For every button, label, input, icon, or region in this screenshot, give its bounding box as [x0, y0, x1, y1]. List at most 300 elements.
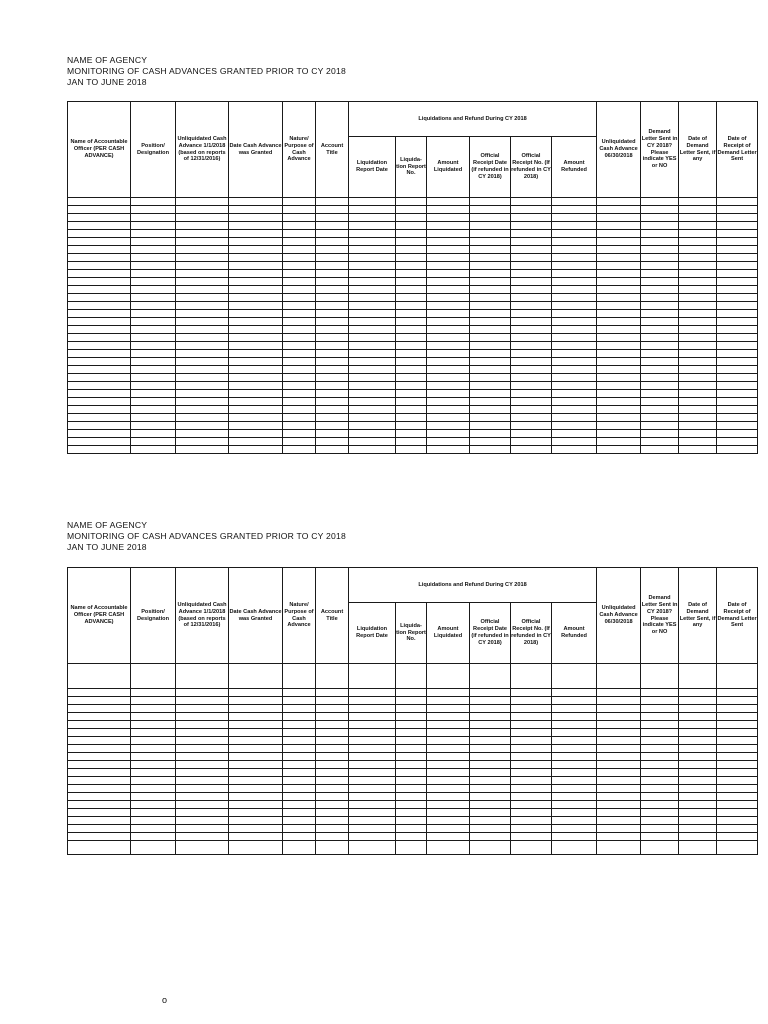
- table-cell[interactable]: [470, 777, 511, 785]
- table-cell[interactable]: [470, 278, 511, 286]
- table-cell[interactable]: [641, 841, 679, 855]
- table-cell[interactable]: [552, 350, 597, 358]
- table-cell[interactable]: [717, 833, 758, 841]
- table-cell[interactable]: [641, 689, 679, 697]
- table-cell[interactable]: [68, 422, 131, 430]
- table-cell[interactable]: [427, 745, 470, 753]
- table-cell[interactable]: [641, 366, 679, 374]
- table-cell[interactable]: [427, 366, 470, 374]
- table-cell[interactable]: [349, 430, 396, 438]
- table-cell[interactable]: [552, 697, 597, 705]
- table-cell[interactable]: [316, 793, 349, 801]
- table-cell[interactable]: [597, 294, 641, 302]
- table-cell[interactable]: [427, 326, 470, 334]
- table-cell[interactable]: [316, 745, 349, 753]
- table-cell[interactable]: [552, 382, 597, 390]
- table-cell[interactable]: [717, 769, 758, 777]
- table-cell[interactable]: [396, 334, 427, 342]
- table-cell[interactable]: [641, 374, 679, 382]
- table-cell[interactable]: [68, 214, 131, 222]
- table-cell[interactable]: [283, 793, 316, 801]
- table-cell[interactable]: [717, 745, 758, 753]
- table-cell[interactable]: [597, 366, 641, 374]
- table-cell[interactable]: [679, 833, 717, 841]
- table-cell[interactable]: [131, 825, 176, 833]
- table-cell[interactable]: [427, 721, 470, 729]
- table-cell[interactable]: [316, 817, 349, 825]
- table-cell[interactable]: [283, 206, 316, 214]
- table-cell[interactable]: [597, 438, 641, 446]
- table-cell[interactable]: [717, 664, 758, 689]
- table-cell[interactable]: [349, 777, 396, 785]
- table-cell[interactable]: [679, 254, 717, 262]
- table-cell[interactable]: [717, 230, 758, 238]
- table-cell[interactable]: [316, 438, 349, 446]
- table-cell[interactable]: [717, 214, 758, 222]
- table-cell[interactable]: [68, 697, 131, 705]
- table-cell[interactable]: [396, 414, 427, 422]
- table-cell[interactable]: [679, 222, 717, 230]
- table-cell[interactable]: [349, 222, 396, 230]
- table-cell[interactable]: [68, 745, 131, 753]
- table-cell[interactable]: [470, 825, 511, 833]
- table-cell[interactable]: [427, 374, 470, 382]
- table-cell[interactable]: [511, 230, 552, 238]
- table-cell[interactable]: [316, 406, 349, 414]
- table-cell[interactable]: [511, 214, 552, 222]
- table-cell[interactable]: [427, 438, 470, 446]
- table-cell[interactable]: [176, 713, 229, 721]
- table-cell[interactable]: [597, 318, 641, 326]
- table-cell[interactable]: [131, 262, 176, 270]
- table-cell[interactable]: [470, 238, 511, 246]
- table-cell[interactable]: [176, 350, 229, 358]
- table-cell[interactable]: [552, 366, 597, 374]
- table-cell[interactable]: [679, 206, 717, 214]
- table-cell[interactable]: [283, 713, 316, 721]
- table-cell[interactable]: [283, 406, 316, 414]
- table-cell[interactable]: [68, 785, 131, 793]
- table-cell[interactable]: [283, 366, 316, 374]
- table-cell[interactable]: [511, 374, 552, 382]
- table-cell[interactable]: [396, 697, 427, 705]
- table-cell[interactable]: [641, 438, 679, 446]
- table-cell[interactable]: [349, 729, 396, 737]
- table-cell[interactable]: [641, 326, 679, 334]
- table-cell[interactable]: [176, 366, 229, 374]
- table-cell[interactable]: [427, 422, 470, 430]
- table-cell[interactable]: [396, 809, 427, 817]
- table-cell[interactable]: [641, 721, 679, 729]
- table-cell[interactable]: [349, 398, 396, 406]
- table-cell[interactable]: [283, 422, 316, 430]
- table-cell[interactable]: [229, 206, 283, 214]
- table-cell[interactable]: [641, 270, 679, 278]
- table-cell[interactable]: [131, 713, 176, 721]
- table-cell[interactable]: [131, 366, 176, 374]
- table-cell[interactable]: [349, 382, 396, 390]
- table-cell[interactable]: [396, 366, 427, 374]
- table-cell[interactable]: [511, 270, 552, 278]
- table-cell[interactable]: [470, 382, 511, 390]
- table-cell[interactable]: [349, 318, 396, 326]
- table-cell[interactable]: [283, 664, 316, 689]
- table-cell[interactable]: [396, 430, 427, 438]
- table-cell[interactable]: [717, 374, 758, 382]
- table-cell[interactable]: [349, 294, 396, 302]
- table-cell[interactable]: [470, 769, 511, 777]
- table-cell[interactable]: [717, 737, 758, 745]
- table-cell[interactable]: [68, 198, 131, 206]
- table-cell[interactable]: [641, 777, 679, 785]
- table-cell[interactable]: [396, 737, 427, 745]
- table-cell[interactable]: [68, 833, 131, 841]
- table-cell[interactable]: [131, 206, 176, 214]
- table-cell[interactable]: [176, 390, 229, 398]
- table-cell[interactable]: [283, 398, 316, 406]
- table-cell[interactable]: [229, 769, 283, 777]
- table-cell[interactable]: [597, 310, 641, 318]
- table-cell[interactable]: [131, 697, 176, 705]
- table-cell[interactable]: [131, 198, 176, 206]
- table-cell[interactable]: [470, 398, 511, 406]
- table-cell[interactable]: [641, 334, 679, 342]
- table-cell[interactable]: [131, 222, 176, 230]
- table-cell[interactable]: [679, 801, 717, 809]
- table-cell[interactable]: [349, 697, 396, 705]
- table-cell[interactable]: [229, 664, 283, 689]
- table-cell[interactable]: [131, 777, 176, 785]
- table-cell[interactable]: [552, 206, 597, 214]
- table-cell[interactable]: [427, 262, 470, 270]
- table-cell[interactable]: [552, 689, 597, 697]
- table-cell[interactable]: [396, 374, 427, 382]
- table-cell[interactable]: [176, 398, 229, 406]
- table-cell[interactable]: [396, 705, 427, 713]
- table-cell[interactable]: [717, 262, 758, 270]
- table-cell[interactable]: [316, 705, 349, 713]
- table-cell[interactable]: [717, 697, 758, 705]
- table-cell[interactable]: [470, 406, 511, 414]
- table-cell[interactable]: [552, 214, 597, 222]
- table-cell[interactable]: [597, 278, 641, 286]
- table-cell[interactable]: [396, 254, 427, 262]
- table-cell[interactable]: [68, 366, 131, 374]
- table-cell[interactable]: [470, 286, 511, 294]
- table-cell[interactable]: [552, 785, 597, 793]
- table-cell[interactable]: [427, 230, 470, 238]
- table-cell[interactable]: [316, 214, 349, 222]
- table-cell[interactable]: [229, 390, 283, 398]
- table-cell[interactable]: [316, 414, 349, 422]
- table-cell[interactable]: [68, 270, 131, 278]
- table-cell[interactable]: [552, 310, 597, 318]
- table-cell[interactable]: [176, 446, 229, 454]
- table-cell[interactable]: [131, 438, 176, 446]
- table-cell[interactable]: [470, 745, 511, 753]
- table-cell[interactable]: [641, 793, 679, 801]
- table-cell[interactable]: [349, 334, 396, 342]
- table-cell[interactable]: [349, 414, 396, 422]
- table-cell[interactable]: [511, 238, 552, 246]
- table-cell[interactable]: [229, 705, 283, 713]
- table-cell[interactable]: [68, 809, 131, 817]
- table-cell[interactable]: [470, 664, 511, 689]
- table-cell[interactable]: [641, 222, 679, 230]
- table-cell[interactable]: [349, 198, 396, 206]
- table-cell[interactable]: [176, 342, 229, 350]
- table-cell[interactable]: [552, 769, 597, 777]
- table-cell[interactable]: [176, 438, 229, 446]
- table-cell[interactable]: [552, 374, 597, 382]
- table-cell[interactable]: [349, 270, 396, 278]
- table-cell[interactable]: [427, 809, 470, 817]
- table-cell[interactable]: [511, 745, 552, 753]
- table-cell[interactable]: [427, 801, 470, 809]
- table-cell[interactable]: [470, 801, 511, 809]
- table-cell[interactable]: [597, 761, 641, 769]
- table-cell[interactable]: [316, 398, 349, 406]
- table-cell[interactable]: [552, 664, 597, 689]
- table-cell[interactable]: [131, 761, 176, 769]
- table-cell[interactable]: [131, 446, 176, 454]
- table-cell[interactable]: [283, 721, 316, 729]
- table-cell[interactable]: [131, 230, 176, 238]
- table-cell[interactable]: [717, 438, 758, 446]
- table-cell[interactable]: [229, 745, 283, 753]
- table-cell[interactable]: [349, 350, 396, 358]
- table-cell[interactable]: [427, 833, 470, 841]
- table-cell[interactable]: [511, 246, 552, 254]
- table-cell[interactable]: [470, 753, 511, 761]
- table-cell[interactable]: [511, 689, 552, 697]
- table-cell[interactable]: [316, 374, 349, 382]
- table-cell[interactable]: [717, 430, 758, 438]
- table-cell[interactable]: [511, 222, 552, 230]
- table-cell[interactable]: [641, 664, 679, 689]
- table-cell[interactable]: [552, 841, 597, 855]
- table-cell[interactable]: [229, 777, 283, 785]
- table-cell[interactable]: [552, 737, 597, 745]
- table-cell[interactable]: [717, 350, 758, 358]
- table-cell[interactable]: [552, 302, 597, 310]
- table-cell[interactable]: [349, 793, 396, 801]
- table-cell[interactable]: [679, 761, 717, 769]
- table-cell[interactable]: [470, 841, 511, 855]
- table-cell[interactable]: [229, 713, 283, 721]
- table-cell[interactable]: [427, 318, 470, 326]
- table-cell[interactable]: [427, 294, 470, 302]
- table-cell[interactable]: [229, 230, 283, 238]
- table-cell[interactable]: [68, 382, 131, 390]
- table-cell[interactable]: [316, 809, 349, 817]
- table-cell[interactable]: [229, 721, 283, 729]
- table-cell[interactable]: [68, 294, 131, 302]
- table-cell[interactable]: [349, 206, 396, 214]
- table-cell[interactable]: [717, 689, 758, 697]
- table-cell[interactable]: [349, 358, 396, 366]
- table-cell[interactable]: [679, 446, 717, 454]
- table-cell[interactable]: [283, 310, 316, 318]
- table-cell[interactable]: [717, 382, 758, 390]
- table-cell[interactable]: [396, 438, 427, 446]
- table-cell[interactable]: [597, 769, 641, 777]
- table-cell[interactable]: [131, 769, 176, 777]
- table-cell[interactable]: [229, 262, 283, 270]
- table-cell[interactable]: [679, 366, 717, 374]
- table-cell[interactable]: [511, 398, 552, 406]
- table-cell[interactable]: [679, 318, 717, 326]
- table-cell[interactable]: [396, 206, 427, 214]
- table-cell[interactable]: [641, 825, 679, 833]
- table-cell[interactable]: [679, 809, 717, 817]
- table-cell[interactable]: [470, 809, 511, 817]
- table-cell[interactable]: [641, 737, 679, 745]
- table-cell[interactable]: [552, 222, 597, 230]
- table-cell[interactable]: [470, 214, 511, 222]
- table-cell[interactable]: [597, 793, 641, 801]
- table-cell[interactable]: [511, 390, 552, 398]
- table-cell[interactable]: [552, 406, 597, 414]
- table-cell[interactable]: [427, 358, 470, 366]
- table-cell[interactable]: [229, 374, 283, 382]
- table-cell[interactable]: [283, 753, 316, 761]
- table-cell[interactable]: [641, 286, 679, 294]
- table-cell[interactable]: [470, 697, 511, 705]
- table-cell[interactable]: [283, 334, 316, 342]
- table-cell[interactable]: [349, 809, 396, 817]
- table-cell[interactable]: [717, 270, 758, 278]
- table-cell[interactable]: [349, 310, 396, 318]
- table-cell[interactable]: [679, 214, 717, 222]
- table-cell[interactable]: [316, 246, 349, 254]
- table-cell[interactable]: [511, 446, 552, 454]
- table-cell[interactable]: [679, 713, 717, 721]
- table-cell[interactable]: [176, 729, 229, 737]
- table-cell[interactable]: [396, 222, 427, 230]
- table-cell[interactable]: [283, 737, 316, 745]
- table-cell[interactable]: [283, 222, 316, 230]
- table-cell[interactable]: [283, 246, 316, 254]
- table-cell[interactable]: [229, 278, 283, 286]
- table-cell[interactable]: [641, 278, 679, 286]
- table-cell[interactable]: [229, 406, 283, 414]
- table-cell[interactable]: [131, 705, 176, 713]
- table-cell[interactable]: [717, 825, 758, 833]
- table-cell[interactable]: [717, 793, 758, 801]
- table-cell[interactable]: [396, 713, 427, 721]
- table-cell[interactable]: [316, 366, 349, 374]
- table-cell[interactable]: [283, 705, 316, 713]
- table-cell[interactable]: [131, 422, 176, 430]
- table-cell[interactable]: [349, 390, 396, 398]
- table-cell[interactable]: [283, 689, 316, 697]
- table-cell[interactable]: [229, 817, 283, 825]
- table-cell[interactable]: [470, 833, 511, 841]
- table-cell[interactable]: [679, 310, 717, 318]
- table-cell[interactable]: [131, 398, 176, 406]
- table-cell[interactable]: [68, 206, 131, 214]
- table-cell[interactable]: [316, 278, 349, 286]
- table-cell[interactable]: [396, 270, 427, 278]
- table-cell[interactable]: [316, 358, 349, 366]
- table-cell[interactable]: [511, 294, 552, 302]
- table-cell[interactable]: [316, 262, 349, 270]
- table-cell[interactable]: [717, 705, 758, 713]
- table-cell[interactable]: [229, 254, 283, 262]
- table-cell[interactable]: [717, 246, 758, 254]
- table-cell[interactable]: [717, 729, 758, 737]
- table-cell[interactable]: [229, 430, 283, 438]
- table-cell[interactable]: [511, 302, 552, 310]
- table-cell[interactable]: [316, 713, 349, 721]
- table-cell[interactable]: [597, 254, 641, 262]
- table-cell[interactable]: [229, 833, 283, 841]
- table-cell[interactable]: [597, 398, 641, 406]
- table-cell[interactable]: [717, 841, 758, 855]
- table-cell[interactable]: [349, 769, 396, 777]
- table-cell[interactable]: [511, 342, 552, 350]
- table-cell[interactable]: [176, 825, 229, 833]
- table-cell[interactable]: [349, 825, 396, 833]
- table-cell[interactable]: [427, 238, 470, 246]
- table-cell[interactable]: [131, 294, 176, 302]
- table-cell[interactable]: [131, 382, 176, 390]
- table-cell[interactable]: [349, 438, 396, 446]
- table-cell[interactable]: [679, 406, 717, 414]
- table-cell[interactable]: [597, 841, 641, 855]
- table-cell[interactable]: [176, 254, 229, 262]
- table-cell[interactable]: [511, 422, 552, 430]
- table-cell[interactable]: [511, 801, 552, 809]
- table-cell[interactable]: [131, 785, 176, 793]
- table-cell[interactable]: [597, 390, 641, 398]
- table-cell[interactable]: [68, 689, 131, 697]
- table-cell[interactable]: [597, 777, 641, 785]
- table-cell[interactable]: [283, 278, 316, 286]
- table-cell[interactable]: [597, 406, 641, 414]
- table-cell[interactable]: [229, 318, 283, 326]
- table-cell[interactable]: [470, 350, 511, 358]
- table-cell[interactable]: [470, 374, 511, 382]
- table-cell[interactable]: [229, 310, 283, 318]
- table-cell[interactable]: [396, 294, 427, 302]
- table-cell[interactable]: [427, 310, 470, 318]
- table-cell[interactable]: [316, 326, 349, 334]
- table-cell[interactable]: [349, 406, 396, 414]
- table-cell[interactable]: [679, 697, 717, 705]
- table-cell[interactable]: [316, 222, 349, 230]
- table-cell[interactable]: [68, 737, 131, 745]
- table-cell[interactable]: [283, 825, 316, 833]
- table-cell[interactable]: [349, 745, 396, 753]
- table-cell[interactable]: [717, 801, 758, 809]
- table-cell[interactable]: [316, 785, 349, 793]
- table-cell[interactable]: [470, 326, 511, 334]
- table-cell[interactable]: [349, 761, 396, 769]
- table-cell[interactable]: [176, 326, 229, 334]
- table-cell[interactable]: [641, 302, 679, 310]
- table-cell[interactable]: [396, 769, 427, 777]
- table-cell[interactable]: [679, 334, 717, 342]
- table-cell[interactable]: [283, 833, 316, 841]
- table-cell[interactable]: [229, 809, 283, 817]
- table-cell[interactable]: [229, 398, 283, 406]
- table-cell[interactable]: [552, 238, 597, 246]
- table-cell[interactable]: [283, 254, 316, 262]
- table-cell[interactable]: [717, 809, 758, 817]
- table-cell[interactable]: [511, 406, 552, 414]
